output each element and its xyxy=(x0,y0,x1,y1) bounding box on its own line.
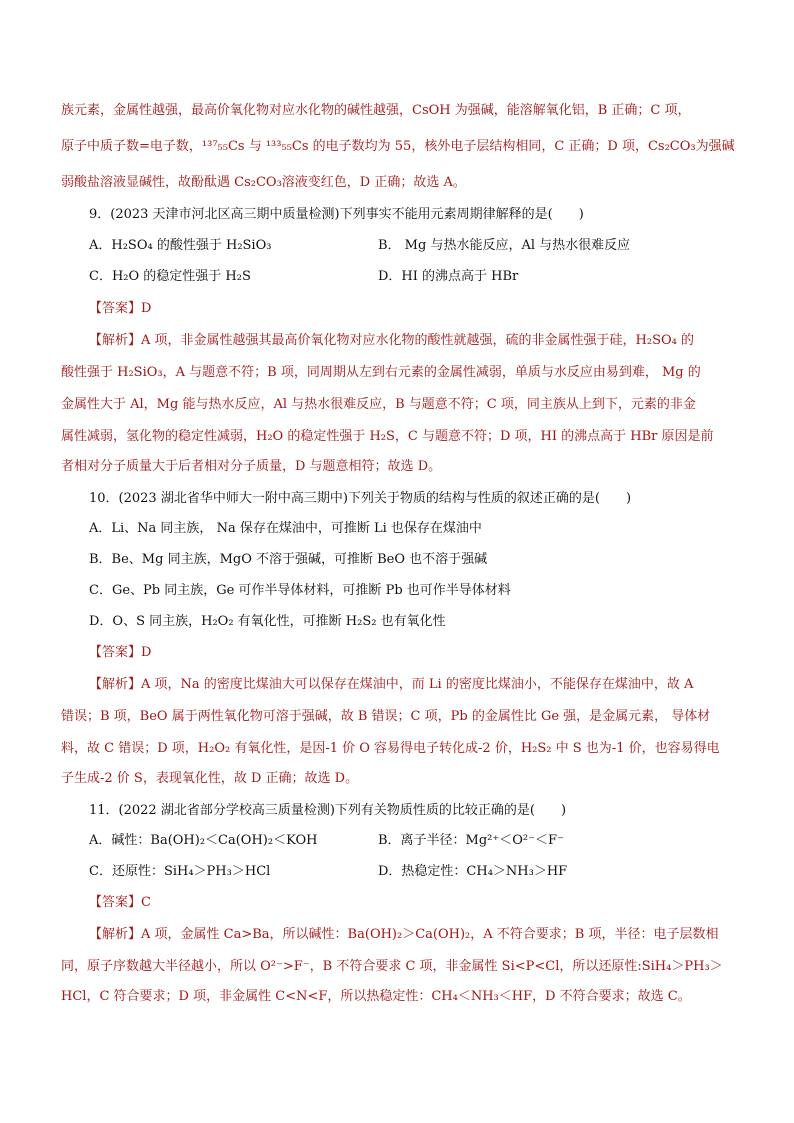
question-10-stem: 10．(2023 湖北省华中师大一附中高三期中)下列关于物质的结构与性质的叙述正确的是( ) xyxy=(89,491,632,506)
analysis-text: A 项，非金属性越强其最高价氧化物对应水化物的酸性就越强，硫的非金属性强于硅，H₂SO₄ 的 xyxy=(141,333,694,348)
question-10-option-a: A．Li、Na 同主族， Na 保存在煤油中，可推断 Li 也保存在煤油中 xyxy=(89,521,482,536)
question-11-analysis-line: 同，原子序数越大半径越小，所以 O²⁻>F⁻，B 不符合要求 C 项，非金属性 Si<P<Cl，所以还原性:SiH₄＞PH₃＞ xyxy=(61,959,723,974)
analysis-tag: 【解析】 xyxy=(89,927,142,942)
question-9-answer xyxy=(89,301,151,317)
question-10-analysis-line: 错误；B 项，BeO 属于两性氧化物可溶于强碱，故 B 错误；C 项，Pb 的金属性比 Ge 强，是金属元素， 导体材 xyxy=(61,709,711,724)
analysis-tag: 【解析】 xyxy=(89,677,142,692)
question-9-analysis-line: 属性减弱，氢化物的稳定性减弱，H₂O 的稳定性强于 H₂S，C 与题意不符；D 项，HI 的沸点高于 HBr 原因是前 xyxy=(61,429,714,444)
question-11-option-c: C．还原性：SiH₄＞PH₃＞HCl xyxy=(89,864,271,879)
question-11-stem: 11．(2022 湖北省部分学校高三质量检测)下列有关物质性质的比较正确的是( ) xyxy=(89,803,567,818)
explanation-line: 族元素，金属性越强，最高价氧化物对应水化物的碱性越强，CsOH 为强碱，能溶解氧化铝，B 正确；C 项， xyxy=(61,103,691,118)
analysis-text: A 项，Na 的密度比煤油大可以保存在煤油中，而 Li 的密度比煤油小，不能保存在煤油中，故 A xyxy=(141,677,694,692)
explanation-line: 弱酸盐溶液显碱性，故酚酞遇 Cs₂CO₃溶液变红色，D 正确；故选 A。 xyxy=(61,175,466,190)
question-10-option-c: C．Ge、Pb 同主族，Ge 可作半导体材料，可推断 Pb 也可作半导体材料 xyxy=(89,583,511,598)
question-9-analysis-line: 者相对分子质量大于后者相对分子质量，D 与题意相符；故选 D。 xyxy=(61,459,442,474)
question-10-analysis-line xyxy=(89,677,693,693)
question-11-analysis-line: HCl，C 符合要求；D 项，非金属性 C<N<F，所以热稳定性：CH₄＜NH₃＜HF，D 不符合要求；故选 C。 xyxy=(61,989,691,1004)
question-11-analysis-line xyxy=(89,927,718,943)
answer-value: C xyxy=(141,895,151,910)
question-9-option-b: B． Mg 与热水能反应，Al 与热水很难反应 xyxy=(378,238,631,253)
explanation-line: 原子中质子数=电子数，¹³⁷₅₅Cs 与 ¹³³₅₅Cs 的电子数均为 55，核外电子层结构相同，C 正确；D 项，Cs₂CO₃为强碱 xyxy=(61,139,735,154)
question-9-stem: 9．(2023 天津市河北区高三期中质量检测)下列事实不能用元素周期律解释的是( ) xyxy=(89,207,584,222)
question-10-analysis-line: 料，故 C 错误；D 项，H₂O₂ 有氧化性，是因-1 价 O 容易得电子转化成-2 价，H₂S₂ 中 S 也为-1 价，也容易得电 xyxy=(61,741,720,756)
question-11-option-b: B．离子半径：Mg²⁺＜O²⁻＜F⁻ xyxy=(378,833,564,848)
answer-value: D xyxy=(141,301,152,316)
question-9-analysis-line: 酸性强于 H₂SiO₃，A 与题意不符；B 项，同周期从左到右元素的金属性减弱，单质与水反应由易到难， Mg 的 xyxy=(61,365,701,380)
question-11-option-d: D．热稳定性：CH₄＞NH₃＞HF xyxy=(378,864,568,879)
question-10-option-d: D．O、S 同主族，H₂O₂ 有氧化性，可推断 H₂S₂ 也有氧化性 xyxy=(89,614,446,629)
analysis-tag: 【解析】 xyxy=(89,333,142,348)
answer-tag: 【答案】 xyxy=(89,301,142,316)
question-9-analysis-line xyxy=(89,333,694,349)
analysis-text: A 项，金属性 Ca>Ba，所以碱性：Ba(OH)₂＞Ca(OH)₂，A 不符合要求；B 项，半径：电子层数相 xyxy=(141,927,719,942)
question-11-answer xyxy=(89,895,151,911)
question-10-answer xyxy=(89,645,151,661)
question-10-analysis-line: 子生成-2 价 S，表现氧化性，故 D 正确；故选 D。 xyxy=(61,771,359,786)
question-11-option-a: A．碱性：Ba(OH)₂＜Ca(OH)₂＜KOH xyxy=(89,833,318,848)
question-9-option-d: D．HI 的沸点高于 HBr xyxy=(378,269,519,284)
question-9-option-c: C．H₂O 的稳定性强于 H₂S xyxy=(89,269,251,284)
question-9-option-a: A．H₂SO₄ 的酸性强于 H₂SiO₃ xyxy=(89,238,272,253)
answer-value: D xyxy=(141,645,152,660)
question-9-analysis-line: 金属性大于 Al，Mg 能与热水反应，Al 与热水很难反应，B 与题意不符；C 项，同主族从上到下，元素的非金 xyxy=(61,397,696,412)
answer-tag: 【答案】 xyxy=(89,645,142,660)
answer-tag: 【答案】 xyxy=(89,895,142,910)
question-10-option-b: B．Be、Mg 同主族，MgO 不溶于强碱，可推断 BeO 也不溶于强碱 xyxy=(89,552,488,567)
